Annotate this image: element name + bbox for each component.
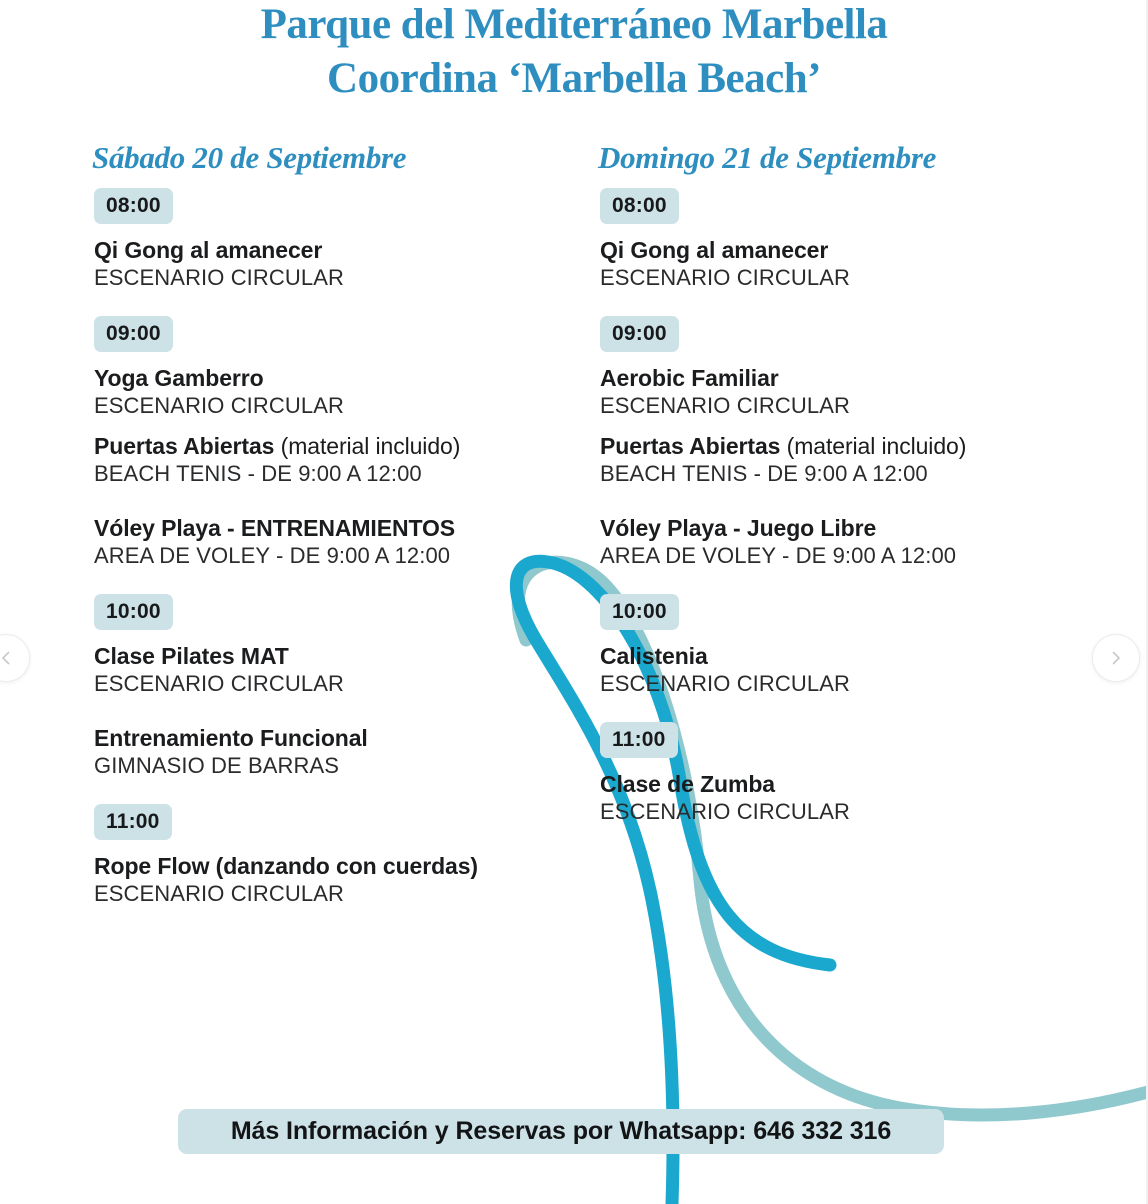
activity-title: Qi Gong al amanecer [94, 237, 323, 263]
activity-item [600, 237, 1084, 292]
activity-item [94, 237, 578, 292]
activity-title: Aerobic Familiar [600, 365, 779, 391]
activity-list [88, 853, 578, 908]
activity-title: Yoga Gamberro [94, 365, 264, 391]
day-column-sunday [594, 140, 1084, 826]
time-slot [594, 316, 1084, 570]
activity-title: Puertas Abiertas (material incluido) [94, 433, 461, 459]
activity-list [88, 643, 578, 780]
activity-item [94, 725, 578, 780]
activity-venue: ESCENARIO CIRCULAR [600, 393, 850, 418]
activity-venue: ESCENARIO CIRCULAR [600, 265, 850, 290]
time-slot [594, 188, 1084, 292]
activity-venue: ESCENARIO CIRCULAR [600, 671, 850, 696]
activity-item [600, 515, 1084, 570]
time-chip: 08:00 [600, 188, 679, 224]
time-chip: 09:00 [600, 316, 679, 352]
activity-title: Puertas Abiertas (material incluido) [600, 433, 967, 459]
activity-venue: ESCENARIO CIRCULAR [94, 393, 344, 418]
time-chip: 09:00 [94, 316, 173, 352]
contact-banner[interactable] [178, 1109, 944, 1154]
time-slot [88, 188, 578, 292]
time-chip: 11:00 [600, 722, 678, 758]
day-column-saturday [88, 140, 578, 908]
activity-title-note: (material incluido) [780, 433, 967, 459]
activity-venue: ESCENARIO CIRCULAR [94, 671, 344, 696]
contact-banner-text: Más Información y Reservas por Whatsapp: 646 332 316 [230, 1117, 892, 1145]
day-heading: Sábado 20 de Septiembre [92, 140, 407, 175]
activity-item [94, 515, 578, 570]
activity-list [594, 643, 1084, 698]
activity-title: Entrenamiento Funcional [94, 725, 368, 751]
activity-venue: BEACH TENIS - DE 9:00 A 12:00 [600, 461, 928, 486]
carousel-next-button[interactable] [1092, 634, 1140, 682]
day-slots [88, 188, 578, 908]
chevron-left-icon [0, 650, 14, 666]
time-slot [88, 804, 578, 908]
activity-venue: BEACH TENIS - DE 9:00 A 12:00 [94, 461, 422, 486]
activity-title: Vóley Playa - ENTRENAMIENTOS [94, 515, 456, 541]
activity-item [94, 365, 578, 420]
activity-title: Clase de Zumba [600, 771, 775, 797]
activity-venue: ESCENARIO CIRCULAR [94, 265, 344, 290]
activity-title: Clase Pilates MAT [94, 643, 289, 669]
time-slot [88, 316, 578, 570]
time-chip: 08:00 [94, 188, 173, 224]
activity-list [594, 771, 1084, 826]
activity-item [600, 365, 1084, 420]
activity-item [94, 853, 578, 908]
schedule-columns [0, 140, 1148, 1080]
activity-venue: ESCENARIO CIRCULAR [94, 881, 344, 906]
day-heading: Domingo 21 de Septiembre [598, 140, 937, 175]
activity-title: Rope Flow (danzando con cuerdas) [94, 853, 478, 879]
activity-venue: AREA DE VOLEY - DE 9:00 A 12:00 [94, 543, 451, 568]
activity-item [600, 433, 1084, 488]
title-line-1: Parque del Mediterráneo Marbella [260, 1, 888, 48]
day-slots [594, 188, 1084, 826]
activity-list [88, 365, 578, 570]
activity-item [600, 771, 1084, 826]
activity-list [594, 365, 1084, 570]
title-line-2: Coordina ‘Marbella Beach’ [327, 55, 821, 102]
activity-title-note: (material incluido) [274, 433, 461, 459]
activity-item [94, 433, 578, 488]
page-title [0, 0, 1148, 102]
activity-list [594, 237, 1084, 292]
activity-title: Qi Gong al amanecer [600, 237, 829, 263]
activity-list [88, 237, 578, 292]
activity-item [94, 643, 578, 698]
time-chip: 11:00 [94, 804, 172, 840]
activity-venue: ESCENARIO CIRCULAR [600, 799, 850, 824]
activity-title: Vóley Playa - Juego Libre [600, 515, 877, 541]
time-chip: 10:00 [600, 594, 679, 630]
time-slot [594, 594, 1084, 698]
time-slot [594, 722, 1084, 826]
activity-venue: AREA DE VOLEY - DE 9:00 A 12:00 [600, 543, 957, 568]
activity-item [600, 643, 1084, 698]
chevron-right-icon [1108, 650, 1124, 666]
activity-venue: GIMNASIO DE BARRAS [94, 753, 340, 778]
time-slot [88, 594, 578, 780]
time-chip: 10:00 [94, 594, 173, 630]
activity-title: Calistenia [600, 643, 708, 669]
